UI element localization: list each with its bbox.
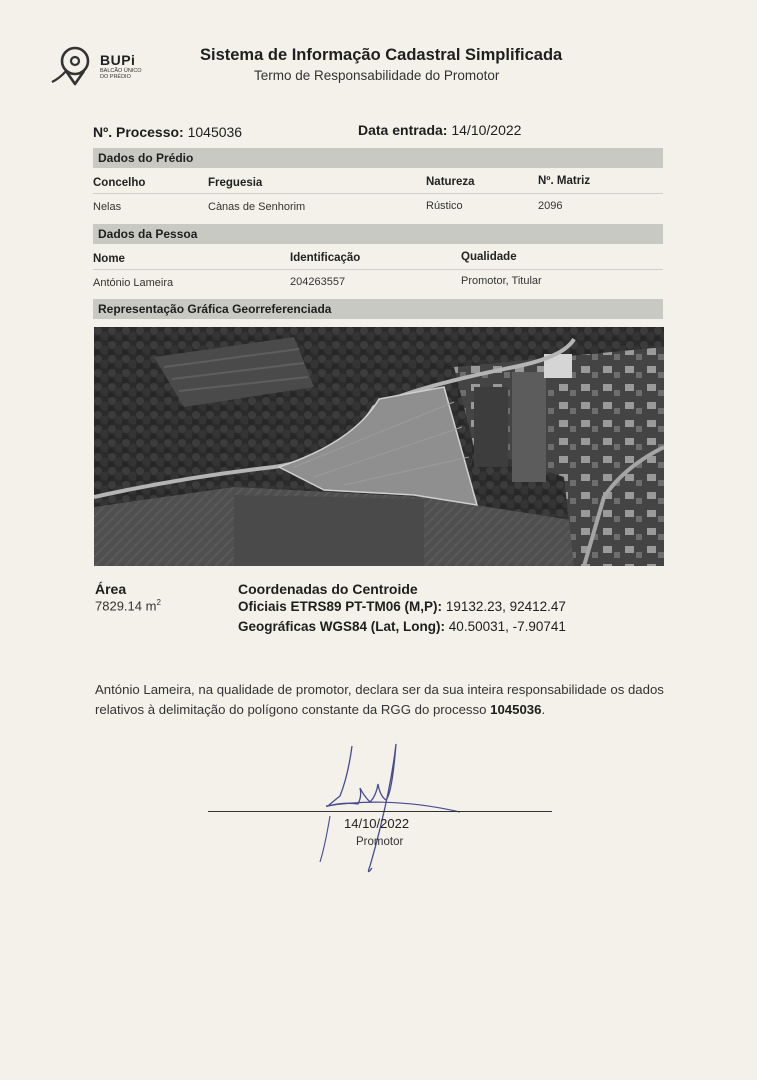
processo-value: 1045036: [187, 124, 243, 140]
data-entrada-value: 14/10/2022: [451, 122, 522, 138]
section-dados-predio: Dados do Prédio: [93, 148, 663, 168]
declaration-processo: 1045036: [490, 702, 542, 717]
bupi-logo: [50, 44, 150, 88]
section-representacao-grafica: Representação Gráfica Georreferenciada: [93, 299, 663, 319]
header-qualidade: Qualidade: [461, 251, 517, 263]
location-pin-icon: [50, 44, 96, 88]
header-matriz: Nº. Matriz: [538, 175, 591, 187]
value-freguesia: Cànas de Senhorim: [208, 201, 306, 213]
area-label: Área: [95, 581, 127, 597]
area-number: 7829.14 m: [95, 598, 157, 614]
header-identificacao: Identificação: [290, 252, 361, 264]
oficiais-value: 19132.23, 92412.47: [445, 599, 566, 614]
coordenadas-oficiais: [238, 599, 566, 614]
logo-subtitle: BALCÃO ÚNICO DO PRÉDIO: [100, 68, 142, 80]
declaration-end: .: [541, 702, 546, 717]
aerial-map-graphic: [94, 327, 664, 566]
oficiais-label: Oficiais ETRS89 PT-TM06 (M,P):: [238, 599, 443, 614]
area-unit-exponent: 2: [156, 598, 161, 607]
signature-role: Promotor: [356, 836, 404, 848]
divider: [93, 193, 663, 194]
signature-line: [208, 811, 552, 812]
document-title: Sistema de Informação Cadastral Simplificada: [200, 46, 563, 64]
coordenadas-geograficas: [238, 619, 566, 634]
geograficas-label: Geográficas WGS84 (Lat, Long):: [238, 619, 446, 634]
logo-name: BUPi: [100, 52, 136, 68]
header-concelho: Concelho: [93, 177, 146, 189]
value-concelho: Nelas: [93, 201, 122, 213]
header-natureza: Natureza: [426, 176, 475, 188]
data-entrada-field: [358, 122, 521, 138]
declaration-text: [95, 680, 665, 720]
aerial-map-image: [94, 327, 664, 566]
area-value: [95, 598, 161, 613]
processo-label: Nº. Processo:: [93, 124, 184, 140]
document-subtitle: Termo de Responsabilidade do Promotor: [254, 68, 500, 83]
section-dados-pessoa: Dados da Pessoa: [93, 224, 663, 244]
coordenadas-title: Coordenadas do Centroide: [238, 581, 418, 597]
processo-field: [93, 124, 242, 140]
declaration-body: António Lameira, na qualidade de promotor, declara ser da sua inteira responsabilidade os dados relativos à delimitação do polígono constante da RGG do processo: [95, 682, 664, 717]
value-identificacao: 204263557: [290, 276, 346, 288]
value-natureza: Rústico: [426, 200, 463, 212]
value-qualidade: Promotor, Titular: [461, 275, 542, 287]
value-matriz: 2096: [538, 200, 563, 212]
signature-date: 14/10/2022: [344, 816, 410, 831]
data-entrada-label: Data entrada:: [358, 122, 448, 138]
header-freguesia: Freguesia: [208, 177, 263, 189]
geograficas-value: 40.50031, -7.90741: [448, 619, 566, 634]
divider: [93, 269, 663, 270]
value-nome: António Lameira: [93, 277, 174, 289]
header-nome: Nome: [93, 253, 125, 265]
